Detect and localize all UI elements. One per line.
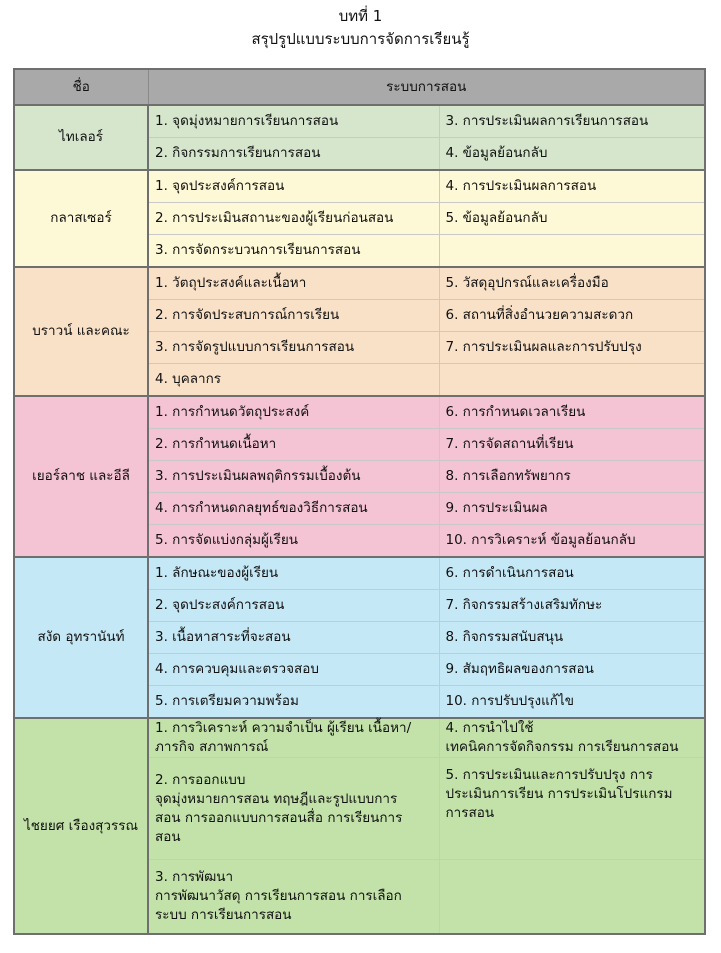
cell: 5. ข้อมูลย้อนกลับ [439, 203, 705, 235]
cell: 6. การกำหนดเวลาเรียน [439, 396, 705, 429]
cell: 9. การประเมินผล [439, 493, 705, 525]
cell: 1. การกำหนดวัตถุประสงค์ [148, 396, 439, 429]
cell-line: 5. การประเมินและการปรับปรุง การ [445, 767, 653, 783]
cell: 10. การวิเคราะห์ ข้อมูลย้อนกลับ [439, 525, 705, 558]
cell: 7. การประเมินผลและการปรับปรุง [439, 332, 705, 364]
cell: 9. สัมฤทธิผลของการสอน [439, 654, 705, 686]
cell: 4. การประเมินผลการสอน [439, 170, 705, 203]
cell: 7. กิจกรรมสร้างเสริมทักษะ [439, 590, 705, 622]
cell: 1. วัตถุประสงค์และเนื้อหา [148, 267, 439, 300]
cell: 1. ลักษณะของผู้เรียน [148, 557, 439, 590]
group-name: บราวน์ และคณะ [14, 267, 148, 396]
cell-line: การพัฒนาวัสดุ การเรียนการสอน การเลือก [155, 888, 402, 904]
header-system: ระบบการสอน [148, 69, 705, 105]
table-row [14, 396, 705, 429]
cell [439, 364, 705, 397]
header-name: ชื่อ [14, 69, 148, 105]
cell: 2. จุดประสงค์การสอน [148, 590, 439, 622]
cell: 3. การประเมินผลการเรียนการสอน [439, 105, 705, 138]
group-name: ไชยยศ เรืองสุวรรณ [14, 718, 148, 934]
cell: 8. การเลือกทรัพยากร [439, 461, 705, 493]
cell: 1. จุดประสงค์การสอน [148, 170, 439, 203]
cell: 7. การจัดสถานที่เรียน [439, 429, 705, 461]
cell-line: ระบบ การเรียนการสอน [155, 907, 292, 923]
page-title: สรุปรูปแบบระบบการจัดการเรียนรู้ [251, 30, 470, 48]
cell-line: สอน [155, 828, 181, 845]
cell: 3. เนื้อหาสาระที่จะสอน [148, 622, 439, 654]
cell-line: 3. การพัฒนา [155, 869, 234, 885]
cell-line: ประเมินการเรียน การประเมินโปรแกรม [445, 786, 673, 802]
table-header-row [14, 69, 705, 105]
cell: 8. กิจกรรมสนับสนุน [439, 622, 705, 654]
group-name: เยอร์ลาช และอีลี [14, 396, 148, 557]
cell: 3. การจัดรูปแบบการเรียนการสอน [148, 332, 439, 364]
group-name: ไทเลอร์ [14, 105, 148, 170]
group-name: สงัด อุทรานันท์ [14, 557, 148, 718]
chapter-label: บทที่ 1 [338, 7, 383, 25]
cell: 5. วัสดุอุปกรณ์และเครื่องมือ [439, 267, 705, 300]
cell: 3. การประเมินผลพฤติกรรมเบื้องต้น [148, 461, 439, 493]
group-name: กลาสเซอร์ [14, 170, 148, 267]
cell: 5. การเตรียมความพร้อม [148, 686, 439, 719]
cell [148, 860, 439, 935]
cell: 2. กิจกรรมการเรียนการสอน [148, 138, 439, 171]
table-row [14, 170, 705, 203]
cell: 1. จุดมุ่งหมายการเรียนการสอน [148, 105, 439, 138]
cell [439, 860, 705, 935]
cell-line: สอน การออกแบบการสอนสื่อ การเรียนการ [155, 809, 403, 826]
table-row [14, 105, 705, 138]
cell-line: 1. การวิเคราะห์ ความจำเป็น ผู้เรียน เนื้อหา/ [155, 720, 412, 736]
cell [148, 718, 439, 758]
table-row [14, 557, 705, 590]
cell-line: 2. การออกแบบ [155, 771, 246, 788]
cell-line: การสอน [445, 805, 495, 821]
table-row [14, 718, 705, 758]
table-row [14, 267, 705, 300]
cell-line: 4. การนำไปใช้ [445, 720, 534, 736]
cell: 10. การปรับปรุงแก้ไข [439, 686, 705, 719]
cell: 4. ข้อมูลย้อนกลับ [439, 138, 705, 171]
cell: 2. การจัดประสบการณ์การเรียน [148, 300, 439, 332]
cell: 5. การจัดแบ่งกลุ่มผู้เรียน [148, 525, 439, 558]
cell [148, 758, 439, 860]
cell-line: ภารกิจ สภาพการณ์ [155, 739, 269, 755]
cell: 4. การควบคุมและตรวจสอบ [148, 654, 439, 686]
cell: 4. บุคลากร [148, 364, 439, 397]
cell-line: จุดมุ่งหมายการสอน ทฤษฎีและรูปแบบการ [155, 790, 398, 807]
cell [439, 758, 705, 860]
cell: 2. การประเมินสถานะของผู้เรียนก่อนสอน [148, 203, 439, 235]
summary-table [13, 68, 706, 935]
cell: 6. สถานที่สิ่งอำนวยความสะดวก [439, 300, 705, 332]
cell: 2. การกำหนดเนื้อหา [148, 429, 439, 461]
cell: 3. การจัดกระบวนการเรียนการสอน [148, 235, 439, 268]
cell: 6. การดำเนินการสอน [439, 557, 705, 590]
cell [439, 235, 705, 268]
cell-line: เทคนิคการจัดกิจกรรม การเรียนการสอน [445, 739, 679, 755]
cell [439, 718, 705, 758]
cell: 4. การกำหนดกลยุทธ์ของวิธีการสอน [148, 493, 439, 525]
